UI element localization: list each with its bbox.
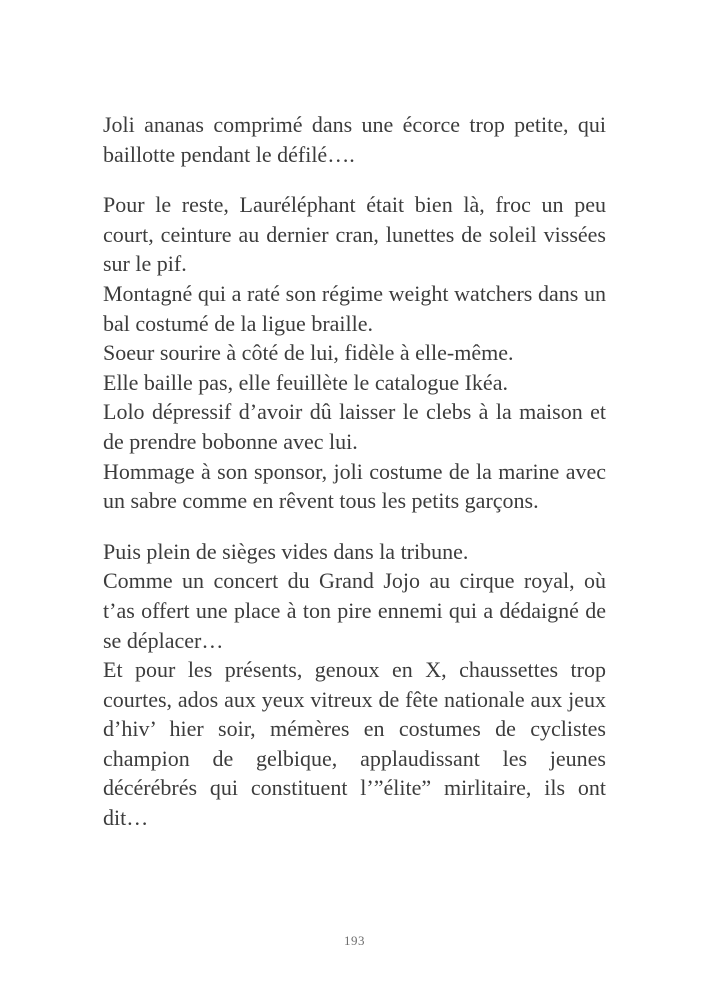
sentence: Joli ananas comprimé dans une écorce trop petite, qui baillotte pendant le défilé….: [103, 112, 606, 167]
paragraph: [103, 537, 606, 833]
sentence: Comme un concert du Grand Jojo au cirque royal, où t’as offert une place à ton pire ennemi qui a dédaigné de se déplacer…: [103, 568, 606, 653]
page-footer: [0, 933, 709, 948]
sentence: Hommage à son sponsor, joli costume de la marine avec un sabre comme en rêvent tous les petits garçons.: [103, 458, 606, 514]
sentence: Lolo dépressif d’avoir dû laisser le clebs à la maison et de prendre bobonne avec lui.: [103, 399, 606, 454]
sentence: Et pour les présents, genoux en X, chaussettes trop courtes, ados aux yeux vitreux de fête nationale aux jeux d’hiv’ hier soir, mémères en costumes de cyclistes champion de gelbique, applaudissant les jeunes décérébrés qui constituent l’”élite” mirlitaire, ils ont dit…: [103, 657, 606, 831]
paragraph: [103, 190, 606, 516]
sentence: Puis plein de sièges vides dans la tribune.: [103, 538, 469, 564]
sentence: Soeur sourire à côté de lui, fidèle à elle-même.: [103, 340, 514, 366]
sentence: Elle baille pas, elle feuillète le catalogue Ikéa.: [103, 369, 508, 395]
sentence: Pour le reste, Lauréléphant était bien là, froc un peu court, ceinture au dernier cran, lunettes de soleil vissées sur le pif.: [103, 192, 606, 277]
page-text: [103, 110, 606, 833]
page-number: 193: [344, 933, 365, 948]
paragraph: [103, 110, 606, 169]
sentence: Montagné qui a raté son régime weight watchers dans un bal costumé de la ligue braille.: [103, 280, 606, 336]
